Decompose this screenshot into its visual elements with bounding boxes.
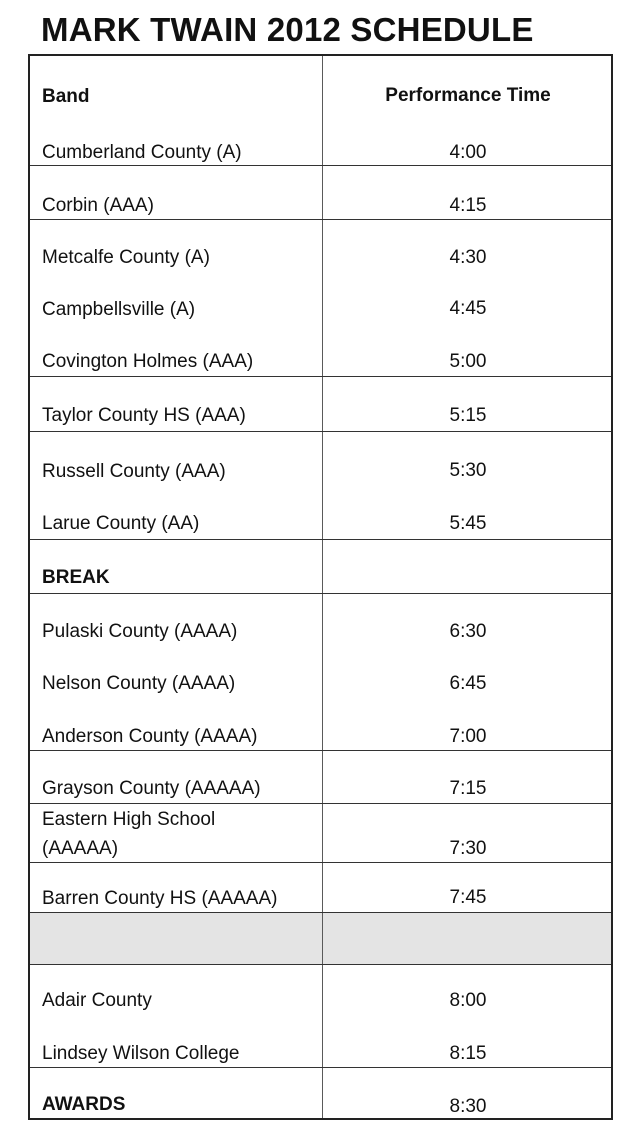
band-name: Lindsey Wilson College [42, 1043, 240, 1064]
empty-shaded-row [30, 913, 611, 964]
band-name: Grayson County (AAAAA) [42, 778, 261, 799]
schedule-table [28, 54, 613, 1120]
row-divider [30, 593, 611, 594]
performance-time: 4:45 [449, 298, 487, 319]
performance-time: 7:45 [449, 887, 487, 908]
band-name: Eastern High School (AAAAA) [42, 809, 216, 859]
band-name: Taylor County HS (AAA) [42, 405, 246, 426]
performance-time: 5:45 [449, 513, 487, 534]
band-name: Pulaski County (AAAA) [42, 621, 238, 642]
performance-time: 4:15 [449, 195, 487, 216]
performance-time: 8:30 [449, 1096, 487, 1117]
performance-time: 6:45 [449, 673, 487, 694]
band-name: Nelson County (AAAA) [42, 673, 236, 694]
break-label: BREAK [42, 567, 110, 588]
performance-time: 4:00 [449, 142, 487, 163]
performance-time: 5:00 [449, 351, 487, 372]
performance-time: 8:15 [449, 1043, 487, 1064]
page-title: MARK TWAIN 2012 SCHEDULE [41, 11, 534, 48]
band-name: Larue County (AA) [42, 513, 200, 534]
band-name: Barren County HS (AAAAA) [42, 888, 278, 909]
performance-time: 7:30 [449, 838, 487, 859]
awards-label: AWARDS [42, 1094, 126, 1115]
column-header-band: Band [42, 86, 90, 107]
performance-time: 7:15 [449, 778, 487, 799]
band-name: Russell County (AAA) [42, 461, 226, 482]
row-divider [30, 964, 611, 965]
band-name: Adair County [42, 990, 152, 1011]
row-divider [30, 803, 611, 804]
performance-time: 8:00 [449, 990, 487, 1011]
row-divider [30, 376, 611, 377]
band-name: Campbellsville (A) [42, 299, 196, 320]
band-name: Metcalfe County (A) [42, 247, 210, 268]
performance-time: 6:30 [449, 621, 487, 642]
performance-time: 5:30 [449, 460, 487, 481]
band-name: Cumberland County (A) [42, 142, 242, 163]
performance-time: 7:00 [449, 726, 487, 747]
row-divider [30, 431, 611, 432]
row-divider [30, 539, 611, 540]
performance-time: 4:30 [449, 247, 487, 268]
performance-time: 5:15 [449, 405, 487, 426]
band-name: Anderson County (AAAA) [42, 726, 258, 747]
band-name: Covington Holmes (AAA) [42, 351, 254, 372]
band-name: Corbin (AAA) [42, 195, 154, 216]
column-header-performance-time: Performance Time [385, 85, 551, 106]
